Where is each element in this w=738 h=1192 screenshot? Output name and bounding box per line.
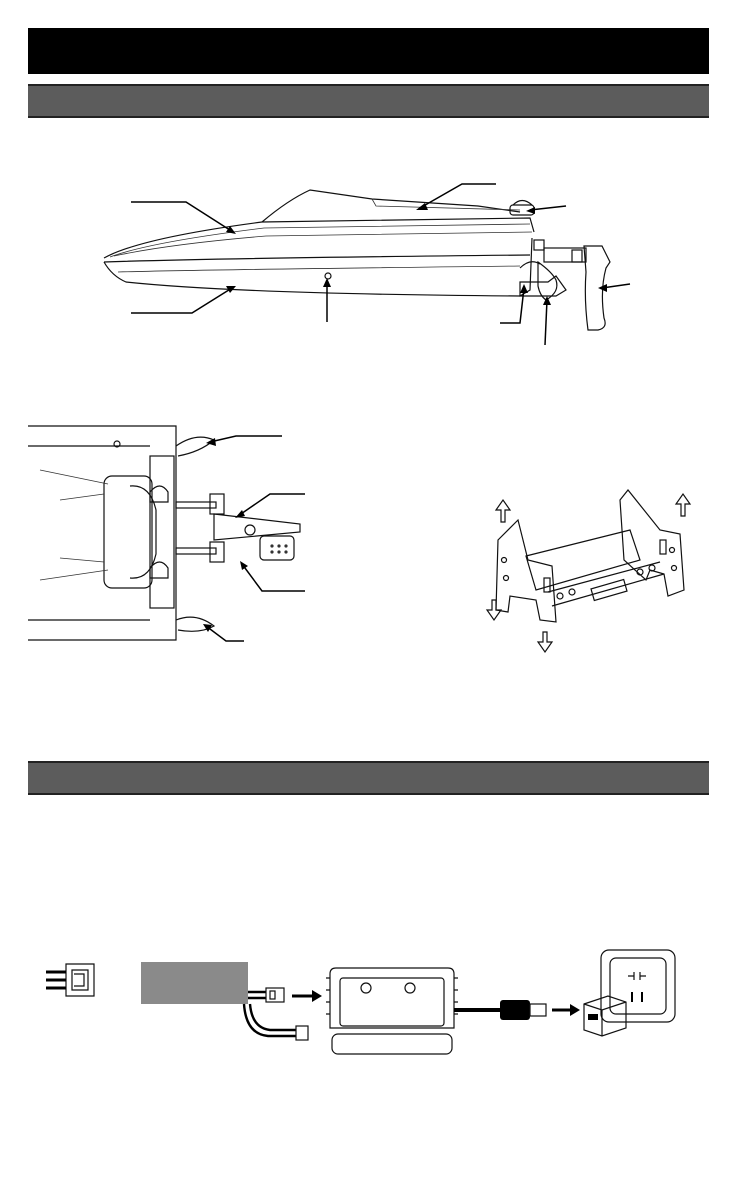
stern-hull xyxy=(28,426,300,640)
usb-cable xyxy=(454,1000,546,1020)
battery-leads xyxy=(244,988,308,1040)
section-header-charging xyxy=(28,761,709,795)
stand-frame xyxy=(496,490,684,622)
wall-outlet xyxy=(601,950,675,1022)
usb-power-adapter xyxy=(584,996,626,1036)
boat-side-view-figure xyxy=(0,0,738,360)
battery-pack xyxy=(141,962,248,1004)
battery-connector-icon xyxy=(46,964,94,996)
stern-callouts xyxy=(203,436,305,641)
usb-charger xyxy=(326,968,458,1054)
stand-direction-arrows xyxy=(487,494,690,652)
plug-in-arrow-2 xyxy=(552,1004,580,1016)
boat-side-callouts xyxy=(131,184,630,345)
plug-in-arrow-1 xyxy=(292,990,322,1002)
